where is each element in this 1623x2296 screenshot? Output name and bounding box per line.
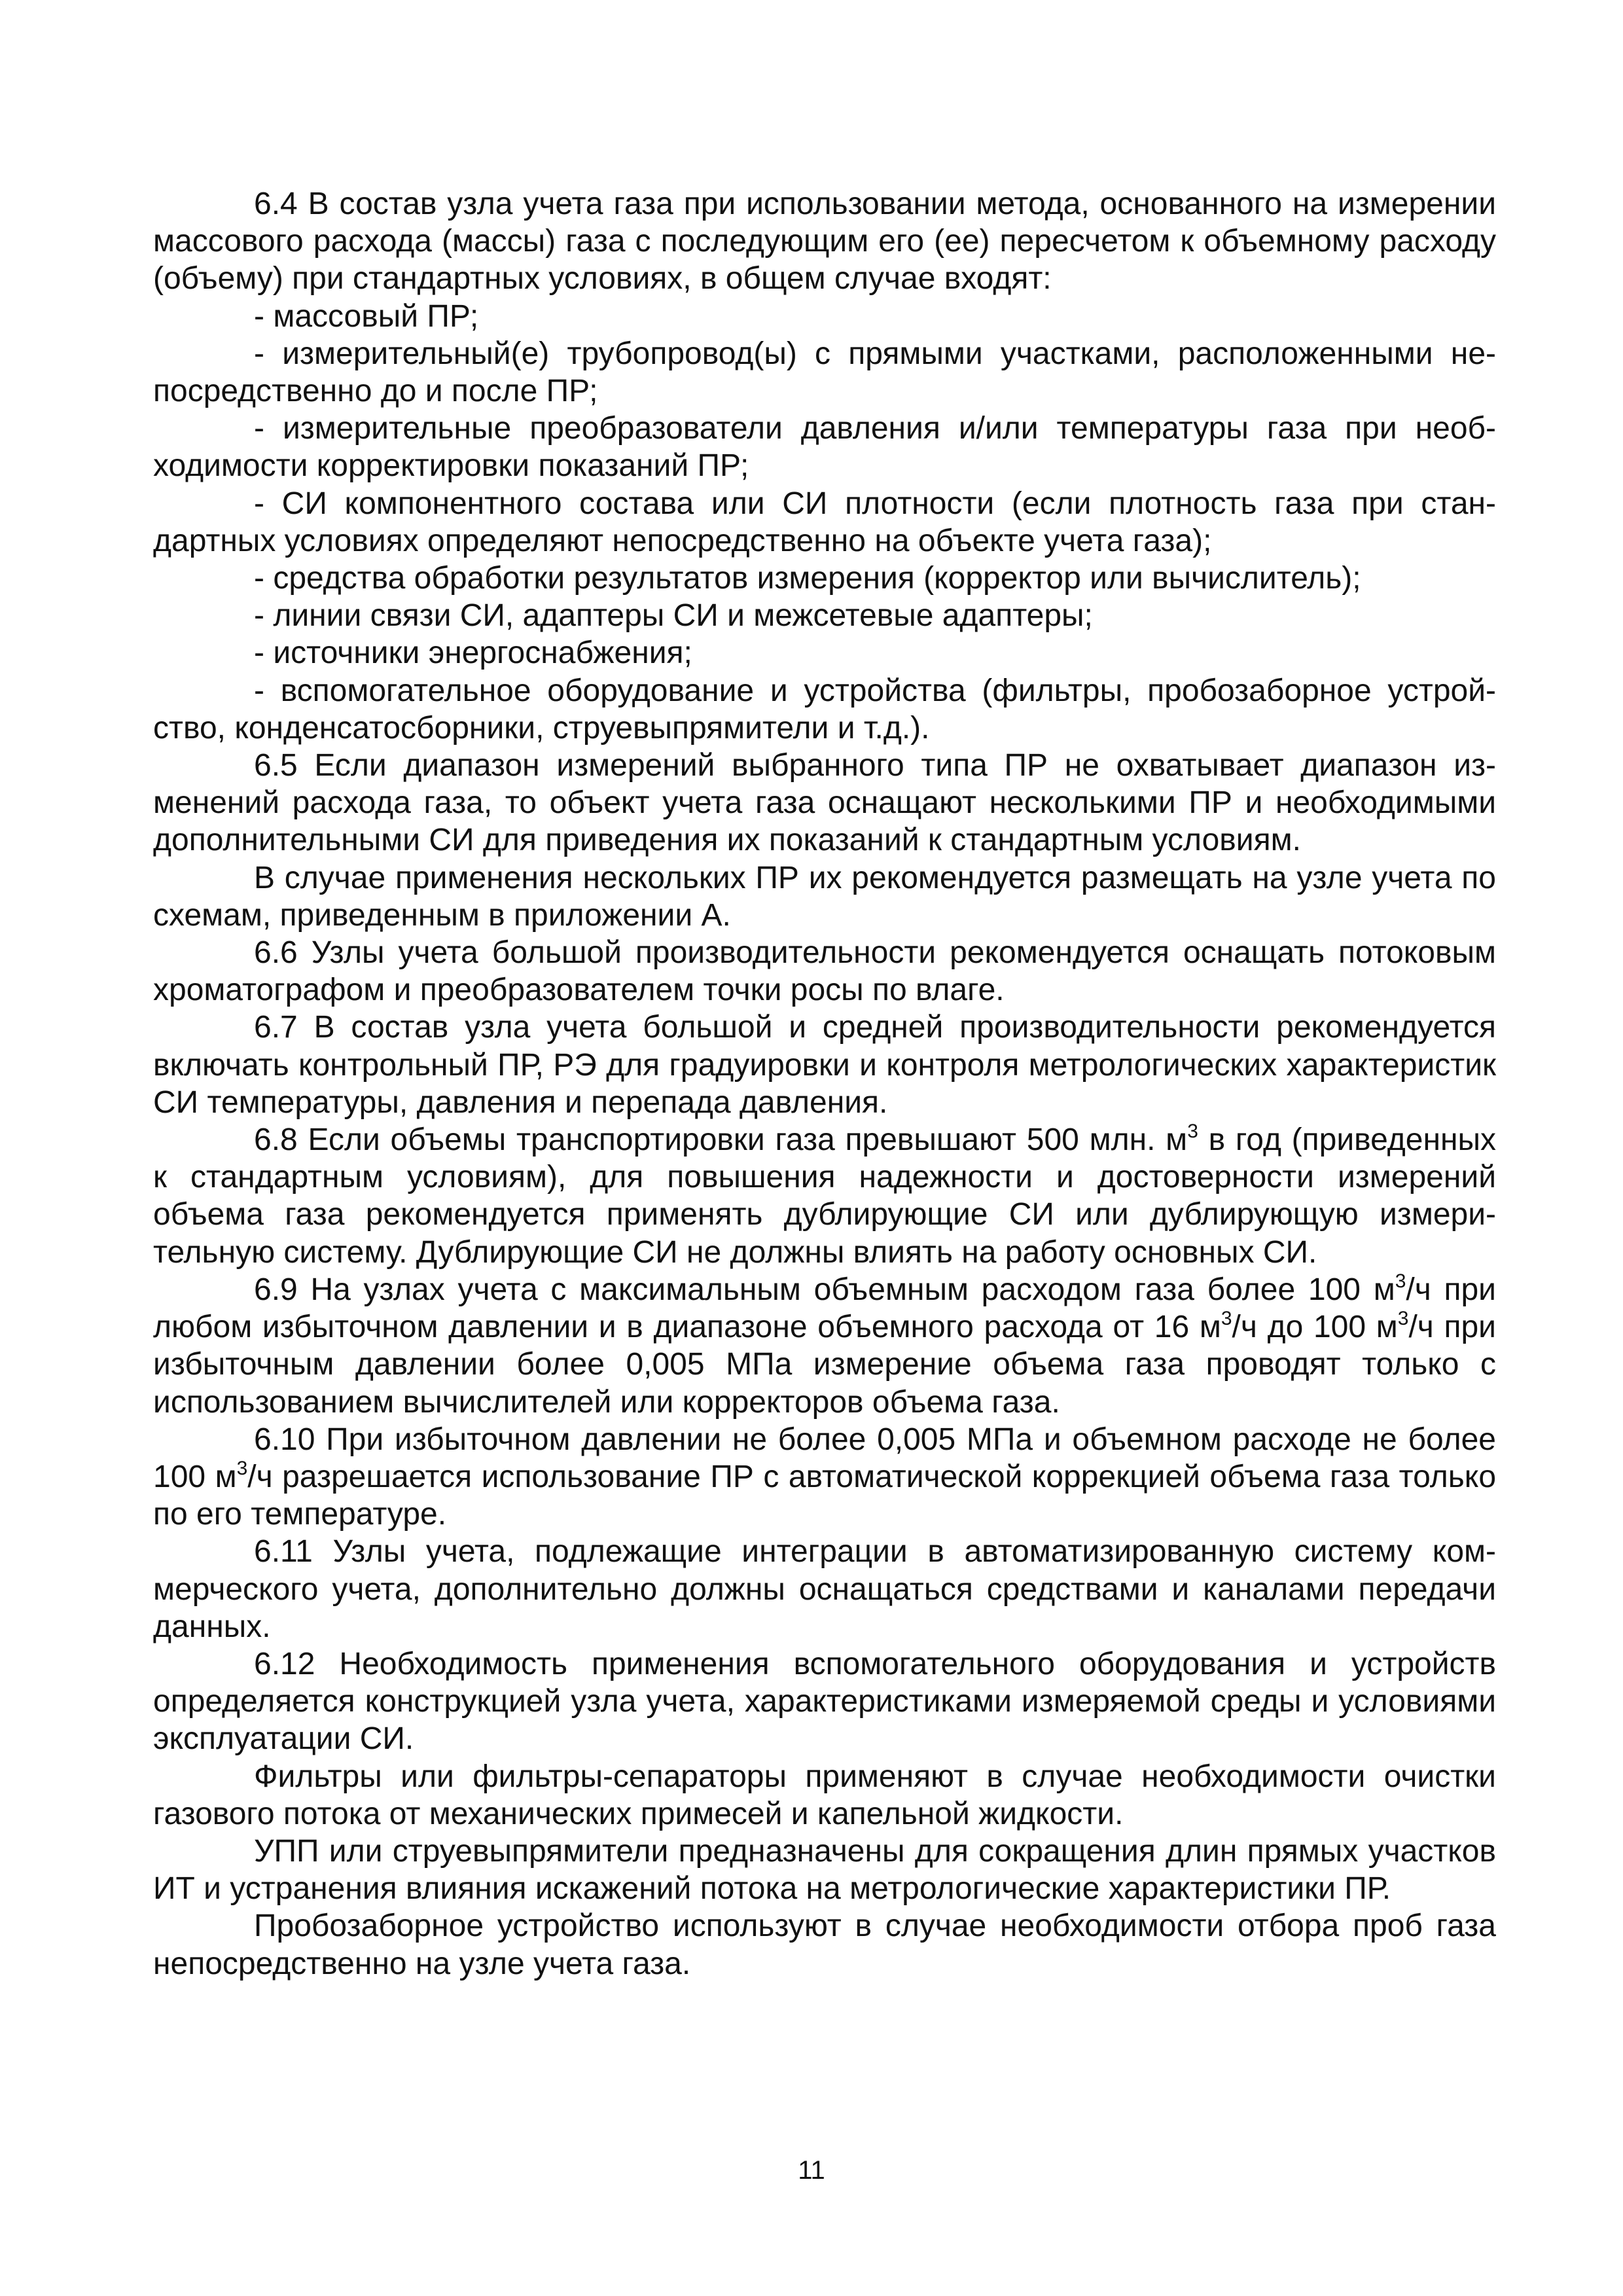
paragraph: - источники энергоснабжения; [254, 636, 692, 671]
paragraph: 6.7 В состав узла учета большой и средней производительности рекомендуется включать контрольный ПР, РЭ для градуировки и контроля метрологических характеристик СИ температуры, давления и перепада давления. [153, 1010, 1496, 1120]
paragraph: 6.4 В состав узла учета газа при использовании метода, основанного на измерении массового расхода (массы) газа с последующим его (ее) пересчетом к объемному расходу (объему) при стандартных условиях, в общем случае входят: [153, 187, 1496, 296]
paragraph: - вспомогательное оборудование и устройства (фильтры, пробозаборное устройство, конденсатосборники, струевыпрямители и т.д.). [153, 673, 1496, 745]
text-run: /ч разрешается использование ПР с автоматической коррекцией объема газа только по его температуре. [153, 1459, 1497, 1532]
paragraph: - массовый ПР; [254, 298, 479, 334]
paragraph: 6.12 Необходимость применения вспомогательного оборудования и устройств определяется конструкцией узла учета, характеристиками измеряемой среды и условиями эксплуатации СИ. [153, 1646, 1496, 1757]
paragraph: Фильтры или фильтры-сепараторы применяют в случае необходимости очистки газового потока от механических примесей и капельной жидкости. [153, 1759, 1496, 1831]
paragraph: - измерительный(е) трубопровод(ы) с прямыми участками, расположенными непосредственно до и после ПР; [153, 336, 1496, 409]
paragraph: УПП или струевыпрямители предназначены для сокращения длин прямых участков ИТ и устранения влияния искажений потока на метрологические характеристики ПР. [153, 1833, 1496, 1907]
paragraph: 6.11 Узлы учета, подлежащие интеграции в автоматизированную систему коммерческого учета, дополнительно должны оснащаться средствами и каналами передачи данных. [153, 1534, 1496, 1644]
paragraph: - линии связи СИ, адаптеры СИ и межсетевые адаптеры; [254, 598, 1093, 634]
paragraph: Пробозаборное устройство используют в случае необходимости отбора проб газа непосредственно на узле учета газа. [153, 1909, 1496, 1981]
paragraph: - СИ компонентного состава или СИ плотности (если плотность газа при стандартных условиях определяют непосредственно на объекте учета газа); [153, 486, 1496, 558]
paragraph: В случае применения нескольких ПР их рекомендуется размещать на узле учета по схемам, приведенным в приложении А. [153, 860, 1496, 933]
paragraph: 6.5 Если диапазон измерений выбранного типа ПР не охватывает диапазон изменений расхода газа, то объект учета газа оснащают несколькими ПР и необходимыми дополнительными СИ для приведения их показаний к стандартным условиям. [153, 748, 1496, 858]
superscript: 3 [1221, 1308, 1232, 1330]
superscript: 3 [1187, 1121, 1198, 1143]
text-run: 6.8 Если объемы транспортировки газа превышают 500 млн. м [254, 1122, 1188, 1158]
text-run: 6.9 На узлах учета с максимальным объемным расходом газа более 100 м [254, 1272, 1395, 1307]
paragraph [153, 1421, 1496, 1534]
superscript: 3 [1397, 1308, 1409, 1330]
paragraph: - средства обработки результатов измерения (корректор или вычислитель); [254, 561, 1361, 596]
superscript: 3 [236, 1457, 248, 1479]
superscript: 3 [1395, 1270, 1406, 1292]
text-run: 6.10 При избыточном давлении не более 0,005 МПа и объемном расходе не более 100 м [153, 1422, 1496, 1494]
paragraph: 6.6 Узлы учета большой производительности рекомендуется оснащать потоковым хроматографом и преобразователем точки росы по влаге. [153, 935, 1496, 1008]
paragraph [153, 1121, 1496, 1271]
page-number: 11 [798, 2156, 825, 2185]
text-run: /ч при избыточным давлении более 0,005 МПа измерение объема газа проводят только с использованием вычислителей или корректоров объема газа. [153, 1310, 1496, 1420]
document-body [153, 185, 1496, 1982]
paragraph [153, 1271, 1496, 1421]
text-run: /ч до 100 м [1232, 1310, 1398, 1345]
paragraph: - измерительные преобразователи давления и/или температуры газа при необходимости корректировки показаний ПР; [153, 411, 1496, 484]
text-run: в год (приведенных к стандартным условиям), для повышения надежности и достоверности измерений объема газа рекомендуется применять дублирующие СИ или дублирующую измерительную систему. Дублирующие СИ не должны влиять на работу основных СИ. [153, 1122, 1496, 1270]
text-run: /ч при любом избыточном давлении и в диапазоне объемного расхода от 16 м [153, 1272, 1496, 1345]
